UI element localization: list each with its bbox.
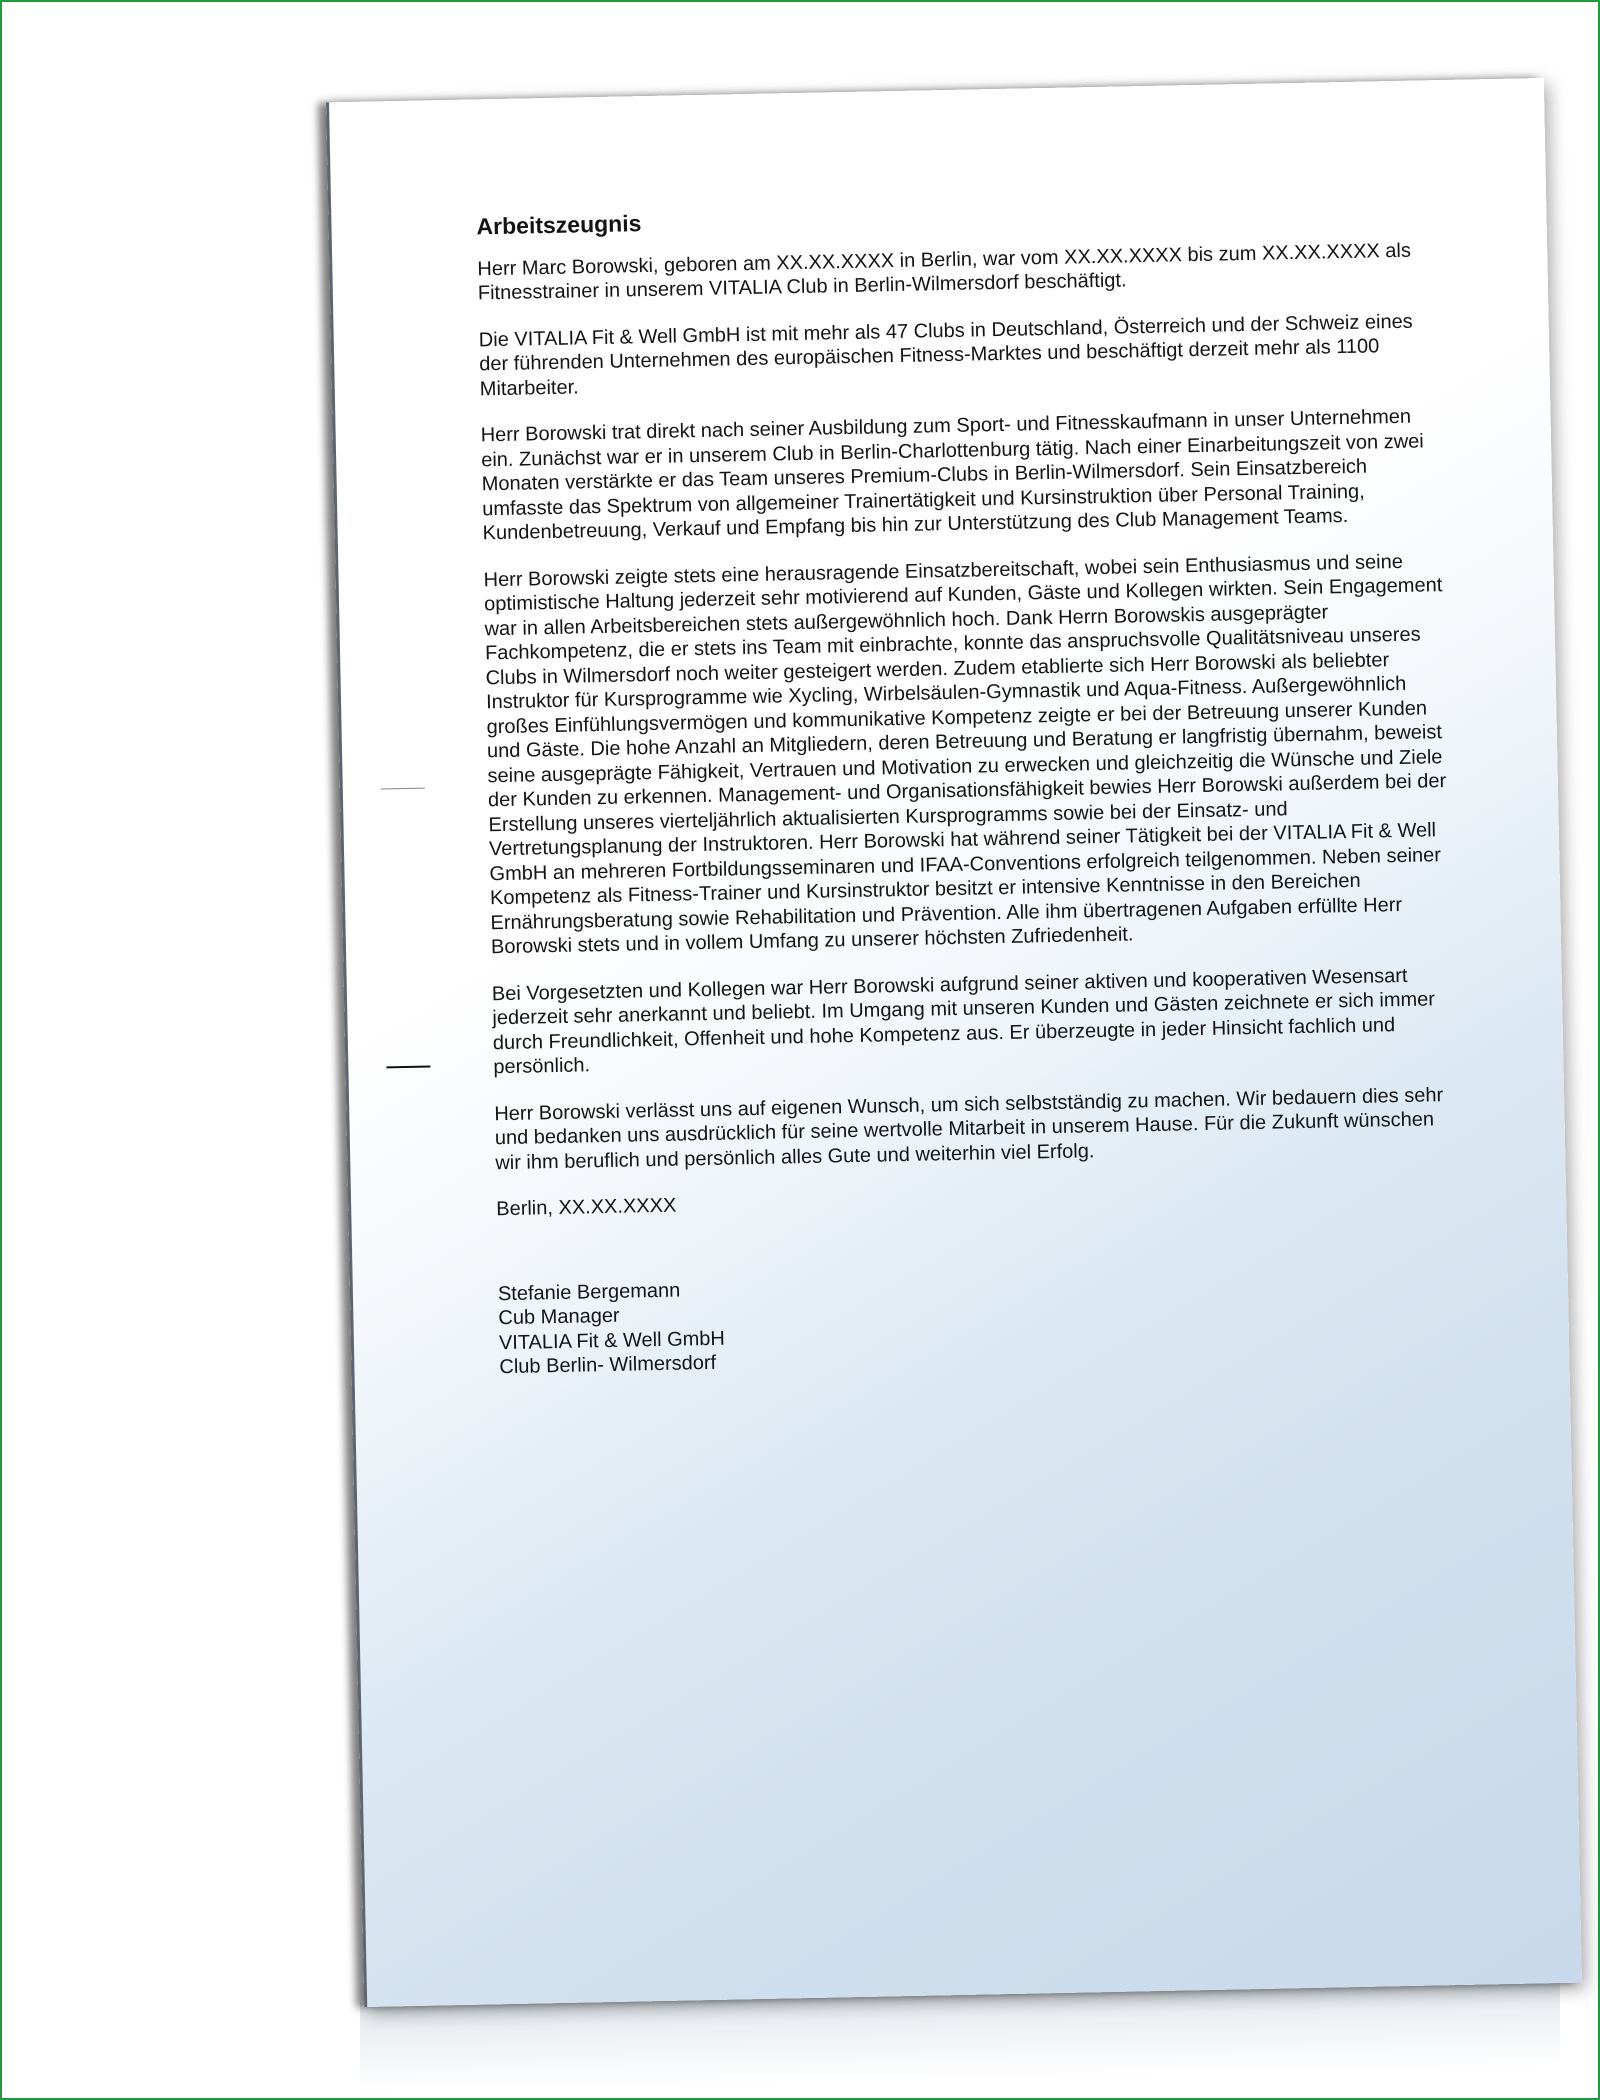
signer-role: Cub Manager <box>498 1304 620 1330</box>
punch-mark <box>386 1066 430 1069</box>
signer-location: Club Berlin- Wilmersdorf <box>499 1351 717 1379</box>
signer-company: VITALIA Fit & Well GmbH <box>498 1327 726 1354</box>
paragraph-career: Herr Borowski trat direkt nach seiner Ausbildung zum Sport- und Fitnesskaufmann in unser Unternehmen ein. Zunächst war er in unserem Club in Berlin-Charlottenburg tätig. Nach einer Einarbeitungszeit von zwei Monaten verstärkte er das Team unseres Premium-Clubs in Berlin-Wilmersdorf. Sein Einsatzbereich umfasste das Spektrum von allgemeiner Trainertätigkeit und Kursinstruktion über Personal Training, Kundenbetreuung, Verkauf und Empfang bis hin zur Unterstützung des Club Management Teams. <box>480 405 1424 545</box>
paragraph-intro: Herr Marc Borowski, geboren am XX.XX.XXXX in Berlin, war vom XX.XX.XXXX bis zum XX.XX.XXXX als Fitnesstrainer in unserem VITALIA Club in Berlin-Wilmersdorf beschäftigt. <box>477 239 1412 305</box>
document-body <box>476 195 1459 1380</box>
paragraph-conduct: Bei Vorgesetzten und Kollegen war Herr Borowski aufgrund seiner aktiven und kooperativen Wesensart jederzeit sehr anerkannt und beliebt. Im Umgang mit unseren Kunden und Gästen zeichnete er sich immer durch Freundlichkeit, Offenheit und hohe Kompetenz aus. Er überzeugte in jeder Hinsicht fachlich und persönlich. <box>491 964 1436 1079</box>
fold-mark <box>381 788 425 790</box>
signer-name: Stefanie Bergemann <box>497 1279 681 1305</box>
place-date: Berlin, XX.XX.XXXX <box>496 1194 677 1221</box>
signature-block <box>498 1262 1460 1379</box>
document-title: Arbeitszeugnis <box>476 210 642 240</box>
paragraph-farewell: Herr Borowski verlässt uns auf eigenen Wunsch, um sich selbstständig zu machen. Wir bedauern dies sehr und bedanken uns ausdrücklich für seine wertvolle Mitarbeit in unserem Hause. Für die Zukunft wünschen wir ihm beruflich und persönlich alles Gute und weiterhin viel Erfolg. <box>494 1083 1444 1174</box>
paragraph-performance: Herr Borowski zeigte stets eine herausragende Einsatzbereitschaft, wobei sein Enthusiasmus und seine optimistische Haltung jederzeit sehr motivierend auf Kunden, Gäste und Kollegen wirkten. Sein Engagement war in allen Arbeitsbereichen stets außergewöhnlich hoch. Dank Herrn Borowskis ausgeprägter Fachkompetenz, die er stets ins Team mit einbrachte, konnte das anspruchsvolle Qualitätsniveau unseres Clubs in Wilmersdorf noch weiter gesteigert werden. Zudem etablierte sich Herr Borowski als beliebter Instruktor für Kursprogramme wie Xycling, Wirbelsäulen-Gymnastik und Aqua-Fitness. Außergewöhnlich großes Einfühlungsvermögen und kommunikative Kompetenz zeigte er bei der Betreuung unserer Kunden und Gäste. Die hohe Anzahl an Mitgliedern, deren Betreuung und Beratung er langfristig übernahm, beweist seine ausgeprägte Fähigkeit, Vertrauen und Motivation zu erwecken und gleichzeitig die Wünsche und Ziele der Kunden zu erkennen. Management- und Organisationsfähigkeit bewies Herr Borowski außerdem bei der Erstellung unseres vierteljährlich aktualisierten Kursprogramms sowie bei der Einsatz- und Vertretungsplanung der Instruktoren. Herr Borowski hat während seiner Tätigkeit bei der VITALIA Fit & Well GmbH an mehreren Fortbildungsseminaren und IFAA-Conventions erfolgreich teilgenommen. Neben seiner Kompetenz als Fitness-Trainer und Kursinstruktor besitzt er intensive Kenntnisse in den Bereichen Ernährungsberatung sowie Rehabilitation und Prävention. Alle ihm übertragenen Aufgaben erfüllte Herr Borowski stets und in vollem Umfang zu unserer höchsten Zufriedenheit. <box>483 550 1447 959</box>
paragraph-company: Die VITALIA Fit & Well GmbH ist mit mehr als 47 Clubs in Deutschland, Österreich und der Schweiz eines der führenden Unternehmen des europäischen Fitness-Marktes und beschäftigt derzeit mehr als 1100 Mitarbeiter. <box>478 310 1413 400</box>
document-page <box>326 78 1582 2007</box>
